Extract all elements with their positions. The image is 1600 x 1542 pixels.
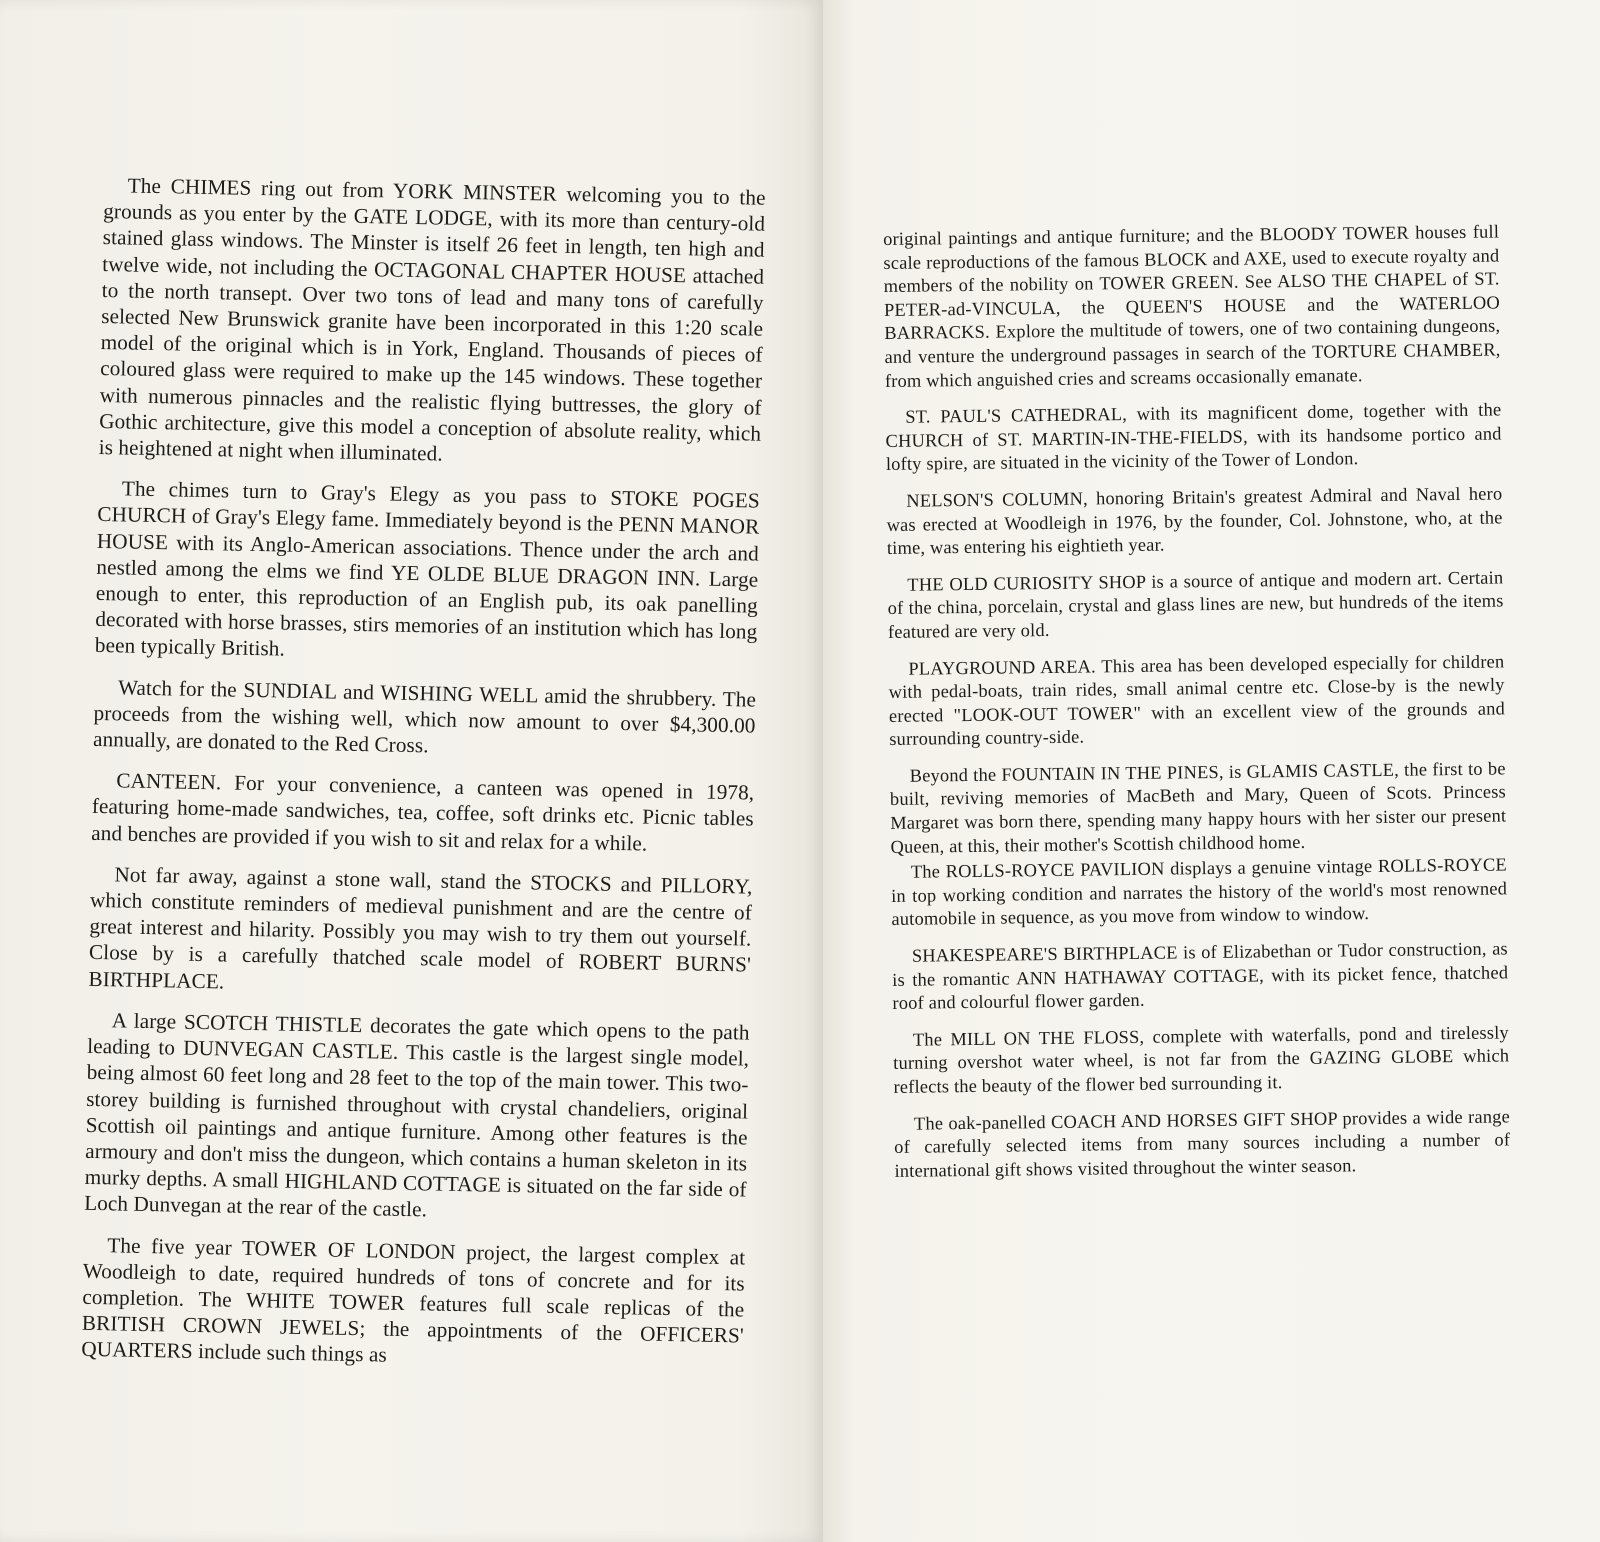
paragraph-st-pauls: ST. PAUL'S CATHEDRAL, with its magnificent dome, together with the CHURCH of ST. MARTIN-IN-THE-FIELDS, with its handsome portico and lofty spire, are situated in the vicinity of the Tower of London. <box>885 399 1502 475</box>
paragraph-stoke-poges: The chimes turn to Gray's Elegy as you pass to STOKE POGES CHURCH of Gray's Elegy fame. Immediately beyond is the PENN MANOR HOUSE with its Anglo-American associations. Thence under the arch and nestled among the elms we find YE OLDE BLUE DRAGON INN. Large enough to enter, this reproduction of an English pub, its oak panelling decorated with horse brasses, stirs memories of an institution which has long been typically British. <box>94 476 761 662</box>
paragraph-gift-shop: The oak-panelled COACH AND HORSES GIFT SHOP provides a wide range of carefully selected items from many sources including a number of international gift shows visited throughout the winter season. <box>894 1106 1511 1181</box>
paragraph-nelsons-column: NELSON'S COLUMN, honoring Britain's greatest Admiral and Naval hero was erected at Woodleigh in 1976, by the founder, Col. Johnstone, who, at the time, was entering his eightieth year. <box>886 483 1503 559</box>
paragraph-stocks-pillory: Not far away, against a stone wall, stand the STOCKS and PILLORY, which constitute reminders of medieval punishment and are the centre of great interest and hilarity. Possibly you may wish to try them out yourself. Close by is a carefully thatched scale model of ROBERT BURNS' BIRTHPLACE. <box>88 862 753 994</box>
paragraph-glamis-castle: Beyond the FOUNTAIN IN THE PINES, is GLAMIS CASTLE, the first to be built, reviving memories of MacBeth and Mary, Queen of Scots. Princess Margaret was born there, spending many happy hours with her sister our present Queen, at this, their mother's Scottish childhood home. <box>889 758 1507 857</box>
right-page <box>822 0 1600 1542</box>
paragraph-old-curiosity-shop: THE OLD CURIOSITY SHOP is a source of antique and modern art. Certain of the china, porcelain, crystal and glass lines are new, but hundreds of the items featured are very old. <box>887 567 1504 642</box>
paragraph-canteen: CANTEEN. For your convenience, a canteen was opened in 1978, featuring home-made sandwiches, tea, coffee, soft drinks etc. Picnic tables and benches are provided if you wish to sit and relax for a while. <box>91 768 755 856</box>
paragraph-wishing-well: Watch for the SUNDIAL and WISHING WELL amid the shrubbery. The proceeds from the wishing well, which now amount to over $4,300.00 annually, are donated to the Red Cross. <box>92 675 757 758</box>
paragraph-tower-continued: original paintings and antique furniture; and the BLOODY TOWER houses full scale reproductions of the famous BLOCK and AXE, used to execute royalty and members of the nobility on TOWER GREEN. See ALSO THE CHAPEL of ST. PETER-ad-VINCULA, the QUEEN'S HOUSE and the WATERLOO BARRACKS. Explore the multitude of towers, one of two containing dungeons, and venture the underground passages in search of the TORTURE CHAMBER, from which anguished cries and screams occasionally emanate. <box>883 221 1501 391</box>
paragraph-dunvegan-castle: A large SCOTCH THISTLE decorates the gate which opens to the path leading to DUNVEGAN CASTLE. This castle is the largest single model, being almost 60 feet long and 28 feet to the top of the main tower. This two-storey building is furnished throughout with crystal chandeliers, original Scottish oil paintings and antique furniture. Among other features is the armoury and don't miss the dungeon, which contains a human skeleton in its murky depths. A small HIGHLAND COTTAGE is situated on the far side of Loch Dunvegan at the rear of the castle. <box>83 1008 750 1222</box>
paragraph-rolls-royce: The ROLLS-ROYCE PAVILION displays a genuine vintage ROLLS-ROYCE in top working condition and narrates the history of the world's most renowned automobile in sequence, as you move from window to window. <box>891 854 1508 930</box>
paragraph-york-minster: The CHIMES ring out from YORK MINSTER welcoming you to the grounds as you enter by the GATE LODGE, with its more than century-old stained glass windows. The Minster is itself 26 feet in length, ten high and twelve wide, not including the OCTAGONAL CHAPTER HOUSE attached to the north transept. Over two tons of lead and many tons of carefully selected New Brunswick granite have been incorporated in this 1:20 scale model of the original which is in York, England. Thousands of pieces of coloured glass were required to make up the 145 windows. These together with numerous pinnacles and the realistic flying buttresses, the glory of Gothic architecture, give this model a conception of absolute reality, which is heightened at night when illuminated. <box>98 173 766 466</box>
left-page-text <box>81 172 766 1390</box>
paragraph-playground: PLAYGROUND AREA. This area has been developed especially for children with pedal-boats, train rides, small animal centre etc. Close-by is the newly erected "LOOK-OUT TOWER" with an excellent view of the grounds and surrounding country-side. <box>888 650 1506 750</box>
right-page-text <box>883 220 1511 1196</box>
paragraph-shakespeare: SHAKESPEARE'S BIRTHPLACE is of Elizabethan or Tudor construction, as is the romantic ANN HATHAWAY COTTAGE, with its picket fence, thatched roof and colourful flower garden. <box>892 938 1509 1014</box>
paragraph-tower-of-london: The five year TOWER OF LONDON project, the largest complex at Woodleigh to date, required hundreds of tons of concrete and for its completion. The WHITE TOWER features full scale replicas of the BRITISH CROWN JEWELS; the appointments of the OFFICERS' QUARTERS include such things as <box>81 1232 746 1367</box>
paragraph-mill-on-the-floss: The MILL ON THE FLOSS, complete with waterfalls, pond and tirelessly turning overshot water wheel, is not far from the GAZING GLOBE which reflects the beauty of the flower bed surrounding it. <box>893 1022 1510 1097</box>
